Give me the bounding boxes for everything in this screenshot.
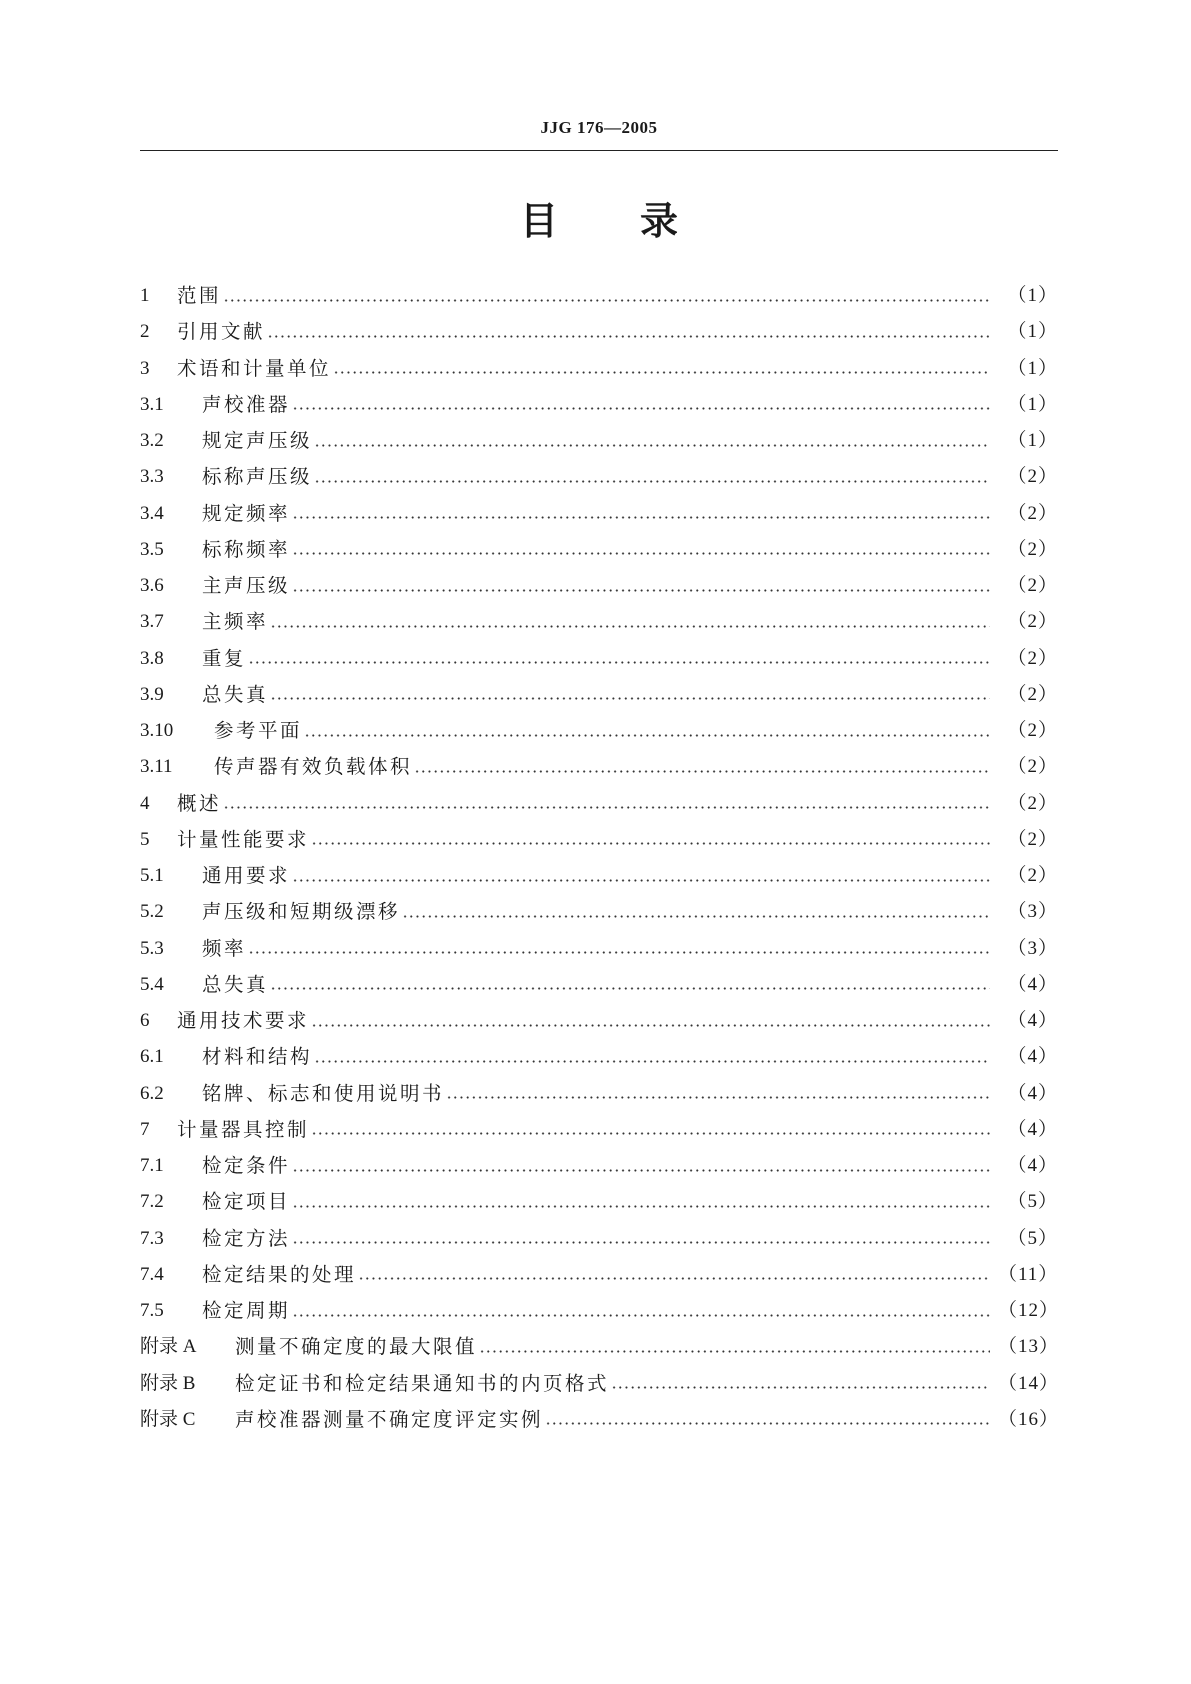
toc-entry-page: （1） <box>1007 357 1058 379</box>
toc-entry-label: 引用文献 <box>177 320 266 344</box>
toc-dot-leader <box>314 1060 990 1063</box>
toc-entry-number: 3.4 <box>140 502 164 524</box>
toc-entry[interactable] <box>140 822 1058 858</box>
toc-entry-label: 检定方法 <box>202 1226 291 1250</box>
toc-dot-leader <box>270 625 990 628</box>
header-divider <box>140 150 1058 151</box>
toc-entry[interactable] <box>140 604 1058 640</box>
toc-dot-leader <box>292 1314 990 1317</box>
toc-entry-number: 3.11 <box>140 756 173 778</box>
toc-entry[interactable] <box>140 459 1058 495</box>
toc-dot-leader <box>292 407 990 410</box>
toc-entry[interactable] <box>140 278 1058 314</box>
toc-dot-leader <box>267 335 990 338</box>
toc-entry[interactable] <box>140 1221 1058 1257</box>
toc-entry-label: 检定项目 <box>202 1190 291 1214</box>
toc-entry[interactable] <box>140 786 1058 822</box>
toc-entry-number: 7.5 <box>140 1300 164 1321</box>
toc-entry-page: （1） <box>1007 430 1058 451</box>
toc-dot-leader <box>292 516 990 519</box>
toc-entry[interactable] <box>140 967 1058 1003</box>
toc-entry-page: （5） <box>1007 1191 1058 1213</box>
toc-entry-page: （14） <box>998 1372 1060 1394</box>
toc-entry-page: （13） <box>998 1336 1060 1358</box>
toc-entry-number: 7.3 <box>140 1227 164 1249</box>
toc-entry-number: 3.2 <box>140 430 164 451</box>
toc-entry-label: 主声压级 <box>202 574 291 597</box>
toc-entry-page: （3） <box>1007 937 1058 959</box>
toc-entry-page: （4） <box>1007 1155 1058 1176</box>
toc-entry[interactable] <box>140 351 1058 387</box>
toc-entry-label: 检定条件 <box>202 1154 291 1177</box>
toc-entry-label: 检定周期 <box>202 1299 291 1322</box>
toc-entry-page: （5） <box>1007 1227 1058 1249</box>
toc-entry[interactable] <box>140 568 1058 604</box>
toc-entry-page: （2） <box>1007 683 1058 705</box>
toc-dot-leader <box>314 480 990 483</box>
toc-entry-number: 附录 C <box>140 1408 196 1430</box>
toc-entry-page: （2） <box>1007 865 1058 886</box>
toc-entry[interactable] <box>140 1003 1058 1039</box>
toc-entry[interactable] <box>140 1184 1058 1220</box>
toc-dot-leader <box>292 1169 990 1172</box>
toc-entry-label: 测量不确定度的最大限值 <box>235 1335 478 1359</box>
toc-entry-number: 2 <box>140 321 150 343</box>
toc-entry[interactable] <box>140 387 1058 423</box>
toc-entry[interactable] <box>140 931 1058 967</box>
toc-entry[interactable] <box>140 1366 1058 1402</box>
title-char-2: 录 <box>640 199 679 243</box>
toc-dot-leader <box>311 1132 990 1135</box>
toc-entry-label: 范围 <box>177 284 222 307</box>
toc-entry-page: （16） <box>998 1408 1060 1430</box>
toc-dot-leader <box>414 770 990 773</box>
toc-dot-leader <box>270 697 990 700</box>
toc-entry-label: 声校准器测量不确定度评定实例 <box>235 1407 544 1431</box>
toc-dot-leader <box>311 842 990 845</box>
toc-entry-label: 概述 <box>177 791 222 815</box>
toc-entry-number: 7.2 <box>140 1191 164 1213</box>
toc-entry[interactable] <box>140 641 1058 677</box>
toc-entry-page: （2） <box>1007 828 1058 850</box>
toc-entry[interactable] <box>140 858 1058 894</box>
toc-dot-leader <box>223 806 990 809</box>
toc-entry-page: （12） <box>998 1300 1060 1321</box>
toc-entry-label: 传声器有效负载体积 <box>214 755 413 779</box>
toc-entry[interactable] <box>140 1148 1058 1184</box>
toc-entry-number: 6 <box>140 1010 150 1031</box>
page-header-code: JJG 176—2005 <box>540 118 658 137</box>
toc-entry[interactable] <box>140 894 1058 930</box>
toc-entry-page: （2） <box>1007 756 1058 778</box>
toc-entry-page: （1） <box>1007 285 1058 306</box>
toc-entry[interactable] <box>140 532 1058 568</box>
toc-dot-leader <box>446 1096 990 1099</box>
toc-entry-label: 计量器具控制 <box>177 1117 310 1141</box>
toc-entry-page: （2） <box>1007 792 1058 814</box>
toc-entry[interactable] <box>140 1076 1058 1112</box>
toc-entry-page: （2） <box>1007 720 1058 741</box>
toc-entry-page: （1） <box>1007 321 1058 343</box>
toc-entry-number: 5.2 <box>140 901 164 923</box>
toc-entry[interactable] <box>140 314 1058 350</box>
toc-entry-number: 1 <box>140 285 150 306</box>
toc-entry-number: 3.1 <box>140 393 164 415</box>
toc-entry-label: 检定证书和检定结果通知书的内页格式 <box>235 1371 610 1395</box>
toc-entry[interactable] <box>140 1402 1058 1438</box>
toc-entry-page: （4） <box>1007 1010 1058 1031</box>
toc-dot-leader <box>248 951 990 954</box>
toc-entry-page: （2） <box>1007 502 1058 524</box>
toc-entry-number: 3.10 <box>140 720 174 741</box>
toc-entry-number: 附录 B <box>140 1372 196 1394</box>
toc-entry-number: 4 <box>140 792 150 814</box>
toc-entry-label: 规定声压级 <box>202 429 313 452</box>
toc-entry-number: 6.1 <box>140 1046 164 1068</box>
toc-dot-leader <box>292 1241 990 1244</box>
toc-dot-leader <box>311 1024 990 1027</box>
toc-entry-label: 标称频率 <box>202 537 291 561</box>
toc-entry-page: （3） <box>1007 901 1058 923</box>
toc-entry[interactable] <box>140 749 1058 785</box>
toc-entry-label: 规定频率 <box>202 501 291 525</box>
toc-entry-number: 5.4 <box>140 973 164 995</box>
toc-entry-number: 5 <box>140 828 150 850</box>
toc-entry[interactable] <box>140 496 1058 532</box>
toc-dot-leader <box>402 915 990 918</box>
toc-entry-label: 重复 <box>202 646 247 670</box>
toc-entry-number: 3.6 <box>140 575 164 596</box>
toc-dot-leader <box>545 1422 990 1425</box>
toc-entry[interactable] <box>140 713 1058 749</box>
toc-entry[interactable] <box>140 423 1058 459</box>
toc-entry[interactable] <box>140 1329 1058 1365</box>
toc-entry-number: 7.1 <box>140 1155 164 1176</box>
toc-entry-page: （2） <box>1007 538 1058 560</box>
toc-entry-label: 标称声压级 <box>202 465 313 489</box>
toc-entry[interactable] <box>140 677 1058 713</box>
toc-entry-label: 通用技术要求 <box>177 1009 310 1032</box>
toc-entry-page: （4） <box>1007 1118 1058 1140</box>
table-of-contents <box>140 278 1058 1438</box>
toc-entry-page: （4） <box>1007 973 1058 995</box>
toc-entry-label: 总失真 <box>202 682 269 706</box>
toc-dot-leader <box>292 552 990 555</box>
toc-entry-label: 术语和计量单位 <box>177 356 332 380</box>
toc-dot-leader <box>314 444 990 447</box>
toc-dot-leader <box>479 1350 990 1353</box>
toc-entry-number: 3.7 <box>140 611 164 633</box>
toc-entry-number: 5.1 <box>140 865 164 886</box>
toc-entry-label: 铭牌、标志和使用说明书 <box>202 1081 445 1105</box>
toc-entry-page: （4） <box>1007 1046 1058 1068</box>
toc-entry-label: 检定结果的处理 <box>202 1262 357 1286</box>
toc-dot-leader <box>358 1277 990 1280</box>
toc-dot-leader <box>223 299 990 302</box>
toc-entry-number: 3.5 <box>140 538 164 560</box>
toc-entry-number: 3 <box>140 357 150 379</box>
toc-dot-leader <box>333 371 990 374</box>
toc-dot-leader <box>292 589 990 592</box>
toc-dot-leader <box>611 1386 990 1389</box>
toc-entry-number: 7 <box>140 1118 150 1140</box>
toc-entry[interactable] <box>140 1112 1058 1148</box>
toc-entry-page: （2） <box>1007 647 1058 669</box>
toc-entry-label: 通用要求 <box>202 864 291 887</box>
toc-entry-label: 声校准器 <box>202 392 291 416</box>
title-char-1: 目 <box>519 199 558 243</box>
toc-entry-page: （11） <box>998 1263 1059 1285</box>
toc-entry-page: （2） <box>1007 611 1058 633</box>
toc-entry[interactable] <box>140 1293 1058 1329</box>
toc-entry-page: （4） <box>1007 1082 1058 1104</box>
toc-entry-label: 材料和结构 <box>202 1045 313 1069</box>
toc-entry-number: 3.9 <box>140 683 164 705</box>
toc-entry-number: 5.3 <box>140 937 164 959</box>
toc-entry-number: 3.3 <box>140 466 164 488</box>
toc-entry-label: 主频率 <box>202 610 269 634</box>
toc-entry-number: 3.8 <box>140 647 164 669</box>
toc-entry-page: （2） <box>1007 575 1058 596</box>
toc-entry-label: 参考平面 <box>214 719 303 742</box>
toc-dot-leader <box>292 1205 990 1208</box>
toc-entry-label: 频率 <box>202 936 247 960</box>
page-title <box>140 196 1058 246</box>
toc-dot-leader <box>292 879 990 882</box>
toc-entry-number: 附录 A <box>140 1336 197 1358</box>
toc-entry[interactable] <box>140 1039 1058 1075</box>
toc-entry-number: 6.2 <box>140 1082 164 1104</box>
toc-entry[interactable] <box>140 1257 1058 1293</box>
toc-entry-page: （1） <box>1007 393 1058 415</box>
toc-entry-page: （2） <box>1007 466 1058 488</box>
toc-entry-label: 计量性能要求 <box>177 827 310 851</box>
toc-entry-label: 总失真 <box>202 972 269 996</box>
toc-entry-label: 声压级和短期级漂移 <box>202 900 401 924</box>
toc-entry-number: 7.4 <box>140 1263 164 1285</box>
toc-dot-leader <box>304 734 990 737</box>
toc-dot-leader <box>270 987 990 990</box>
toc-dot-leader <box>248 661 990 664</box>
